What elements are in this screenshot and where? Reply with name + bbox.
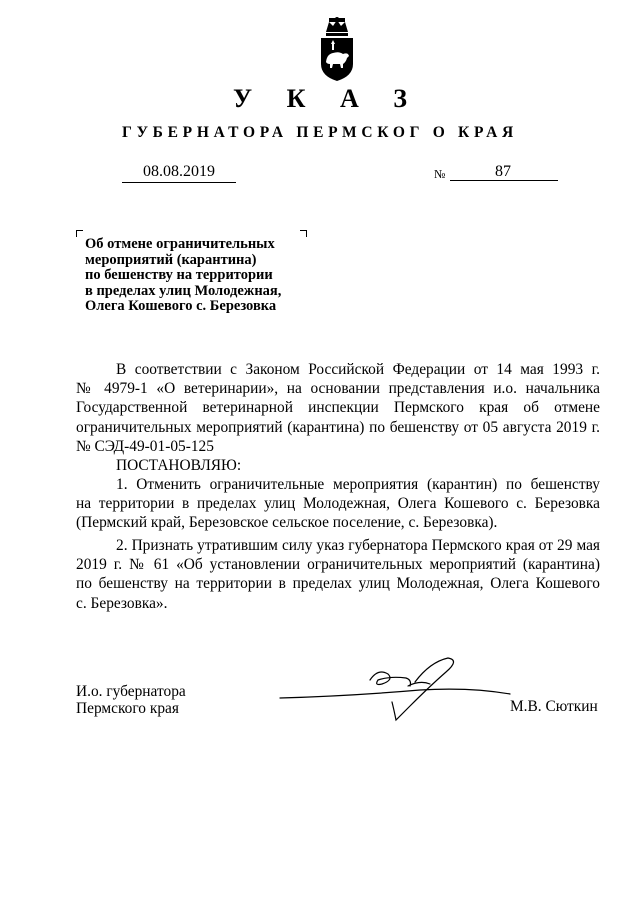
subject-line: мероприятий (карантина) (85, 251, 257, 268)
subject-line: по бешенству на территории (85, 267, 273, 283)
subject-bracket-right (300, 230, 307, 237)
body-line: на территории в пределах улиц Молодежная, Олега Кошевого с. Березовка (76, 495, 600, 513)
signatory-position (76, 683, 186, 717)
subject-line: Об отмене ограничительных (85, 236, 275, 252)
body-line: Государственной ветеринарной инспекции Пермского края об отмене (76, 399, 600, 417)
clause-2 (76, 536, 600, 613)
body-line: (Пермский край, Березовское сельское поселение, с. Березовка). (76, 514, 498, 532)
body-line: ограничительных мероприятий (карантина) по бешенству от 05 августа 2019 г. (76, 418, 600, 436)
document-issuer: ГУБЕРНАТОРА ПЕРМСКОГ О КРАЯ (122, 124, 518, 141)
body-line: № СЭД-49-01-05-125 (76, 437, 214, 455)
number-underline (450, 180, 558, 181)
document-number: 87 (495, 163, 511, 180)
body-line: 2019 г. № 61 «Об установлении ограничительных мероприятий (карантина) (76, 556, 600, 574)
body-line: с. Березовка». (76, 594, 168, 612)
number-sign: № (434, 167, 446, 181)
body-line: 1. Отменить ограничительные мероприятия (карантин) по бешенству (116, 476, 600, 493)
handwritten-signature (270, 650, 520, 726)
document-subject (85, 237, 300, 315)
body-line: 2. Признать утратившим силу указ губернатора Пермского края от 29 мая (116, 537, 600, 554)
coat-of-arms-icon (317, 16, 357, 82)
signatory-position-line: И.о. губернатора (76, 683, 186, 700)
body-line: по бешенству на территории в пределах улиц Молодежная, Олега Кошевого (76, 575, 600, 593)
preamble-paragraph (76, 360, 600, 456)
signatory-name: М.В. Сюткин (510, 698, 598, 715)
body-line: № 4979-1 «О ветеринарии», на основании представления и.о. начальника (76, 380, 600, 398)
subject-line: Олега Кошевого с. Березовка (85, 298, 277, 314)
clause-1 (76, 475, 600, 533)
body-line: В соответствии с Законом Российской Федерации от 14 мая 1993 г. (116, 361, 600, 378)
subject-bracket-left (76, 230, 83, 237)
document-date: 08.08.2019 (143, 163, 215, 180)
subject-line: в пределах улиц Молодежная, (85, 282, 282, 299)
date-underline (122, 182, 236, 183)
document-title: У К А З (233, 84, 421, 113)
signatory-position-line: Пермского края (76, 700, 179, 717)
decree-word: ПОСТАНОВЛЯЮ: (116, 457, 242, 474)
